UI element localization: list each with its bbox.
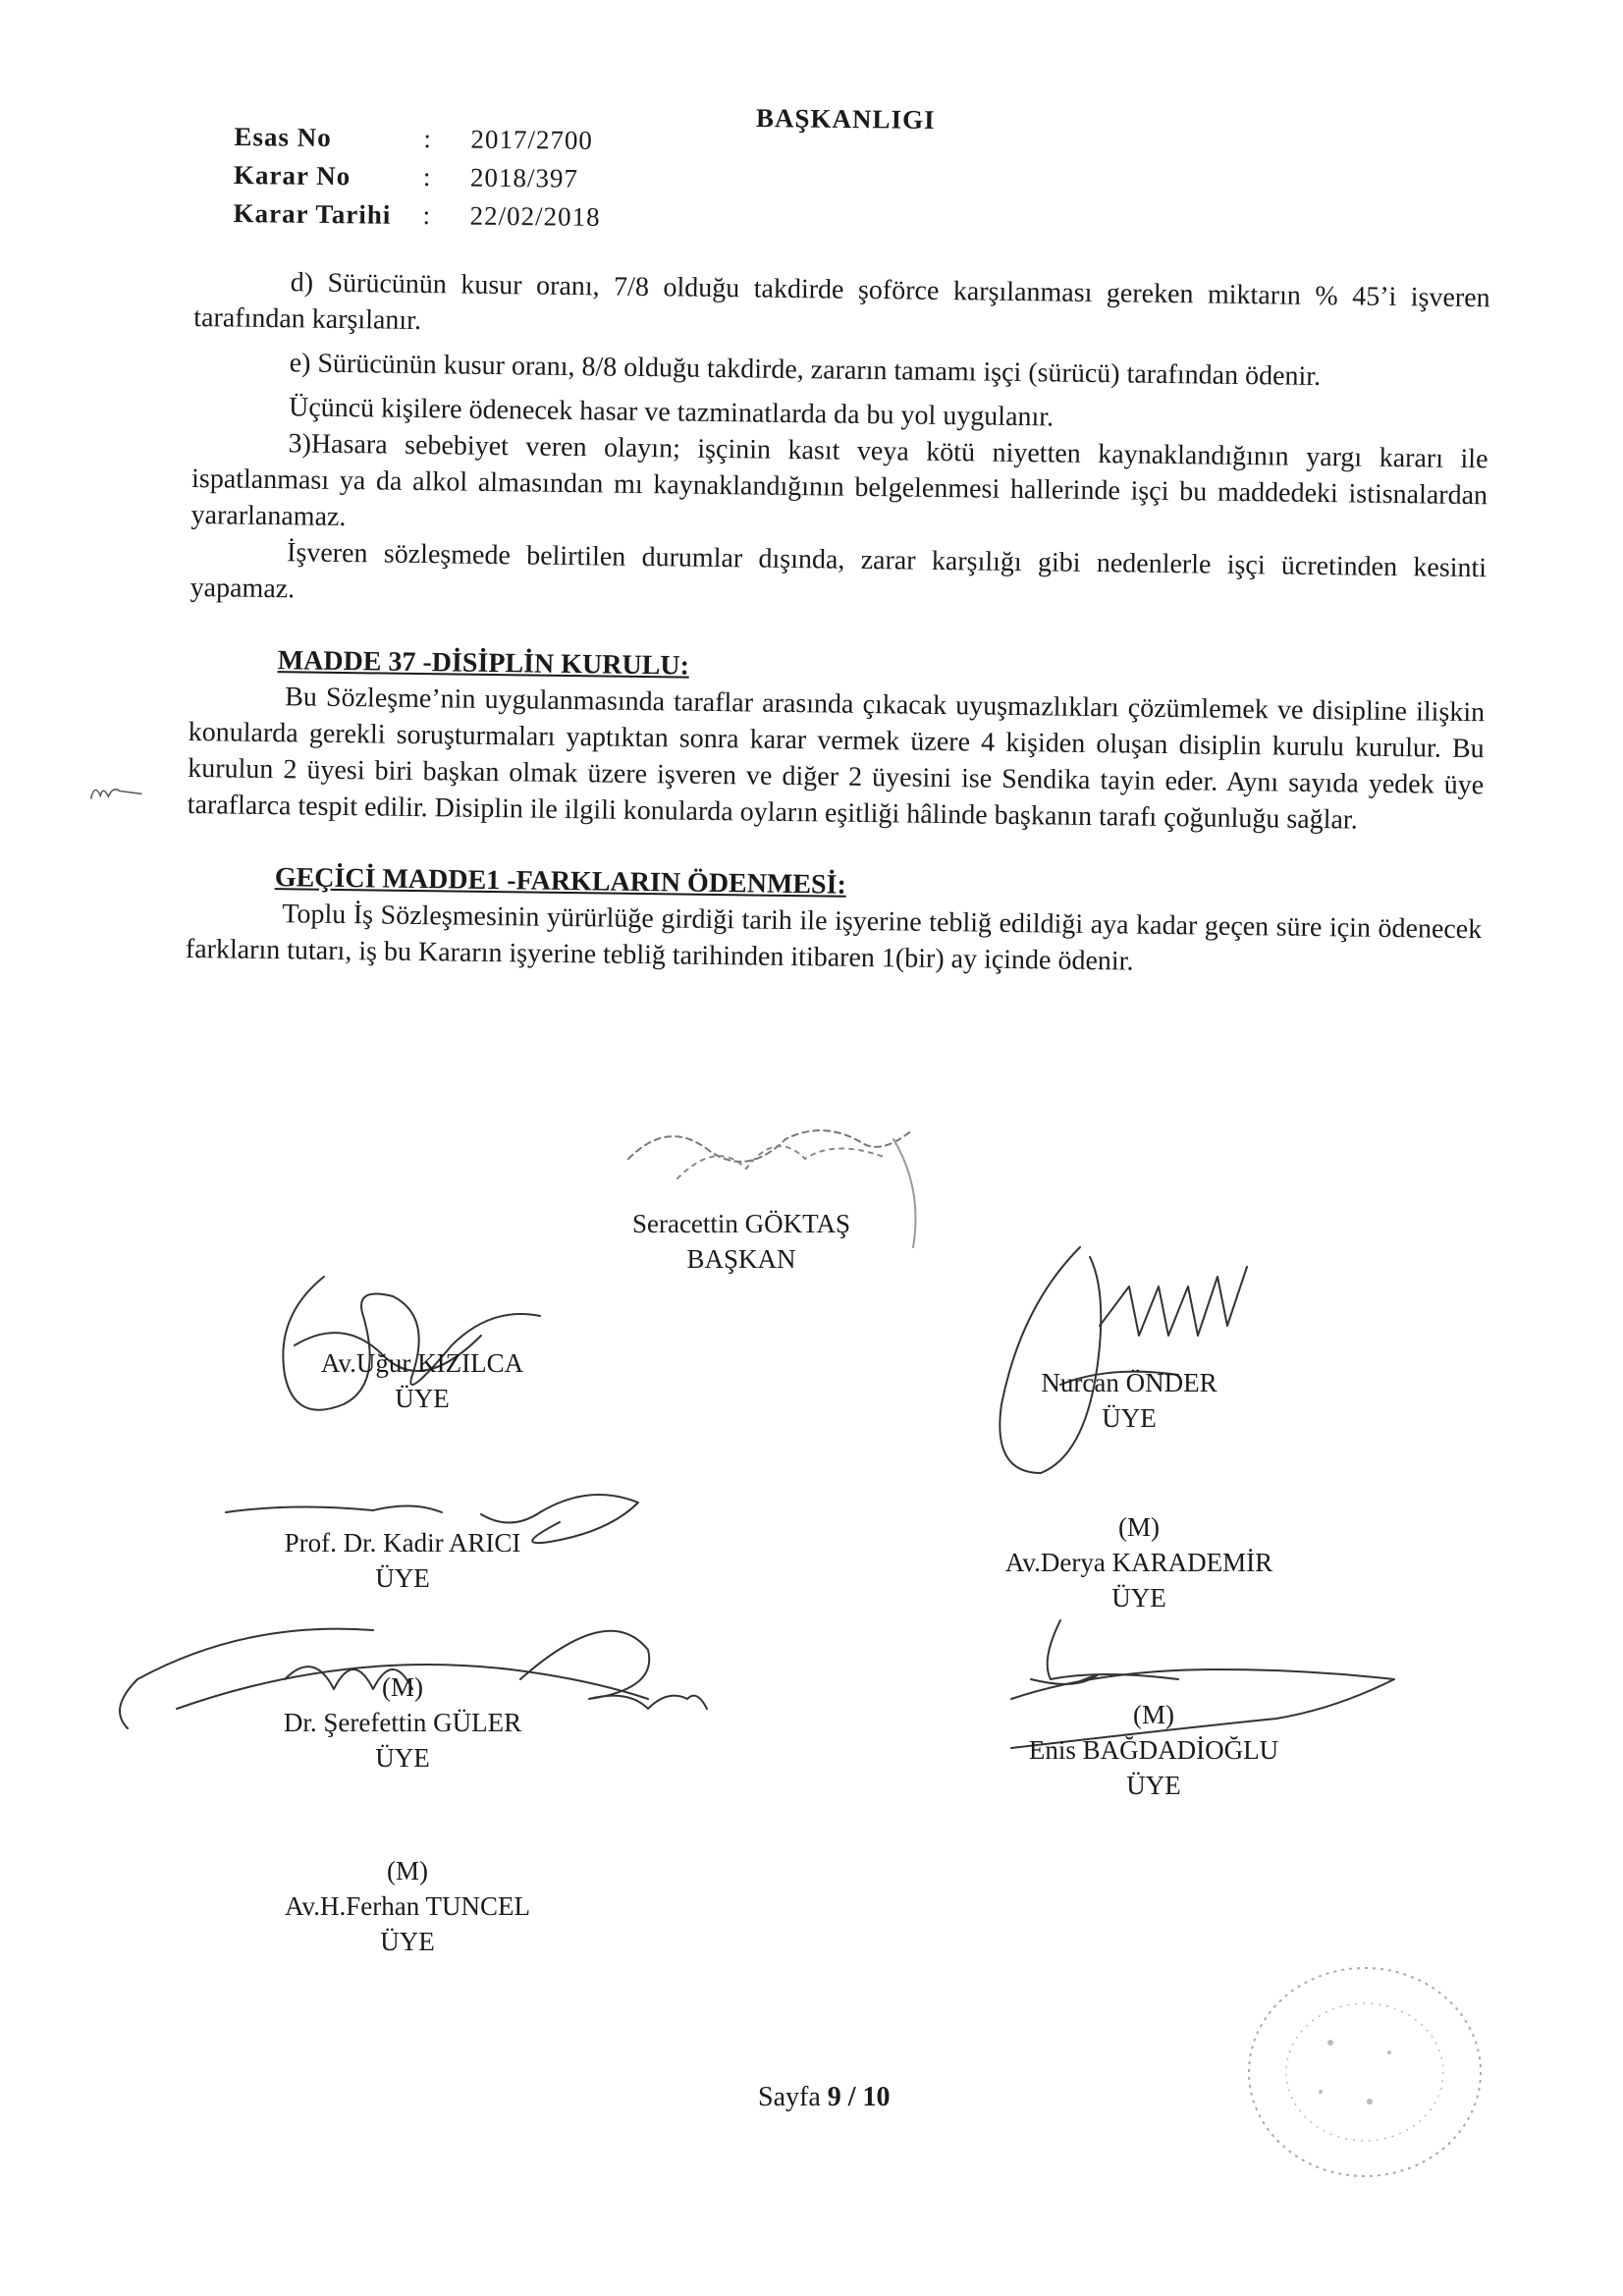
signatory-guler bbox=[236, 1669, 569, 1776]
case-separator: : bbox=[422, 200, 431, 231]
case-value: 22/02/2018 bbox=[469, 200, 601, 232]
signatory-mark: (M) bbox=[382, 1672, 423, 1702]
case-info bbox=[233, 118, 601, 237]
paragraph-gecici-madde: Toplu İş Sözleşmesinin yürürlüğe girdiği tarih ile işyerine tebliğ edildiği aya kadar geçen süre için ödenecek farkların tutarı, iş bu Kararın işyerine tebliğ tarihinden itibaren 1(bir) ay içinde ödenir. bbox=[185, 899, 1483, 977]
signatory-role: BAŞKAN bbox=[686, 1244, 796, 1274]
signatory-name: Seracettin GÖKTAŞ bbox=[631, 1209, 851, 1238]
case-label: Karar Tarihi bbox=[233, 198, 392, 230]
signatory-tuncel bbox=[245, 1853, 569, 1959]
signatory-role: ÜYE bbox=[1102, 1403, 1157, 1433]
case-row-tarih bbox=[233, 194, 600, 237]
case-label: Karar No bbox=[233, 160, 352, 191]
signatory-name: Av.H.Ferhan TUNCEL bbox=[285, 1891, 530, 1921]
page-total: 10 bbox=[862, 2082, 891, 2112]
case-value: 2017/2700 bbox=[470, 124, 594, 155]
page-current: 9 bbox=[827, 2082, 841, 2112]
heading-text: GEÇİCİ MADDE1 -FARKLARIN ÖDENMESİ: bbox=[274, 862, 847, 901]
header-title: BAŞKANLIGI bbox=[755, 103, 936, 135]
paragraph-3: 3)Hasara sebebiyet veren olayın; işçinin kasıt veya kötü niyetten kaynaklandığının yargı kararı ile ispatlanması ya da alkol almasından mı kaynaklandığının belgelenmesi hallerinde işçi bu maddedeki istisnalardan yararlanamaz. bbox=[190, 428, 1488, 533]
signatory-role: ÜYE bbox=[1126, 1771, 1181, 1800]
onder-signature-icon bbox=[982, 1228, 1296, 1493]
body-text bbox=[186, 263, 1490, 984]
signatory-name: Enis BAĞDADİOĞLU bbox=[1028, 1735, 1279, 1765]
signatory-role: ÜYE bbox=[375, 1743, 430, 1773]
paragraph-madde-37: Bu Sözleşme’nin uygulanmasında taraflar arasında çıkacak uyuşmazlıkları çözümlemek ve disipline ilişkin konularda gerekli soruşturmaları yaptıktan sonra karar vermek üzere 4 kişiden oluşan disiplin kurulu kurulur. Bu kurulun 2 üyesi biri başkan olmak üzere işveren ve diğer 2 üyesini ise Sendika tayin eder. Aynı sayıda yedek üye taraflarca tespit edilir. Disiplin ile ilgili konularda oyların eşitliği hâlinde başkanın tarafı çoğunluğu sağlar. bbox=[187, 682, 1486, 836]
signatory-name: Av.Uğur KIZILCA bbox=[320, 1348, 524, 1378]
signatory-role: ÜYE bbox=[375, 1563, 430, 1593]
signatory-mark: (M) bbox=[1133, 1700, 1174, 1729]
paragraph-third-parties: Üçüncü kişilere ödenecek hasar ve tazminatlarda da bu yol uygulanır. bbox=[288, 392, 1055, 433]
signatory-role: ÜYE bbox=[380, 1927, 435, 1956]
signatory-role: ÜYE bbox=[1111, 1583, 1166, 1613]
case-label: Esas No bbox=[234, 122, 332, 153]
case-separator: : bbox=[422, 162, 431, 192]
signatory-arici bbox=[236, 1525, 569, 1596]
signatory-chair bbox=[589, 1206, 893, 1277]
paragraph-employer: İşveren sözleşmede belirtilen durumlar dışında, zarar karşılığı gibi nedenlerle işçi ücretinden kesinti yapamaz. bbox=[189, 537, 1488, 605]
case-row-karar bbox=[234, 156, 601, 198]
signatory-mark: (M) bbox=[1118, 1512, 1160, 1542]
margin-initials-svg bbox=[84, 772, 147, 809]
case-row-esas bbox=[234, 118, 601, 160]
signatory-name: Dr. Şerefettin GÜLER bbox=[283, 1708, 522, 1737]
page-number bbox=[758, 2082, 891, 2113]
signatory-kizilca bbox=[275, 1345, 569, 1416]
margin-initials-icon bbox=[84, 772, 147, 814]
signatory-name: Nurcan ÖNDER bbox=[1041, 1368, 1217, 1397]
paragraph-e: e) Sürücünün kusur oranı, 8/8 olduğu takdirde, zararın tamamı işçi (sürücü) tarafından ödenir. bbox=[289, 348, 1322, 393]
signatory-name: Prof. Dr. Kadir ARICI bbox=[284, 1528, 521, 1558]
signatory-name: Av.Derya KARADEMİR bbox=[1004, 1548, 1273, 1577]
signatory-onder bbox=[1011, 1365, 1247, 1436]
signatory-mark: (M) bbox=[387, 1856, 428, 1886]
case-separator: : bbox=[423, 124, 432, 154]
case-value: 2018/397 bbox=[469, 162, 579, 193]
official-seal-icon bbox=[1232, 1954, 1497, 2190]
signatory-karademir bbox=[967, 1509, 1311, 1615]
page-prefix: Sayfa bbox=[758, 2082, 821, 2112]
heading-text: MADDE 37 -DİSİPLİN KURULU: bbox=[277, 645, 690, 682]
signatory-role: ÜYE bbox=[395, 1384, 450, 1413]
page-separator: / bbox=[847, 2082, 856, 2112]
paragraph-d: d) Sürücünün kusur oranı, 7/8 olduğu takdirde şoförce karşılanması gereken miktarın % 45’i işveren tarafından karşılanır. bbox=[193, 267, 1490, 337]
signatory-bagdadioglu bbox=[982, 1697, 1325, 1803]
